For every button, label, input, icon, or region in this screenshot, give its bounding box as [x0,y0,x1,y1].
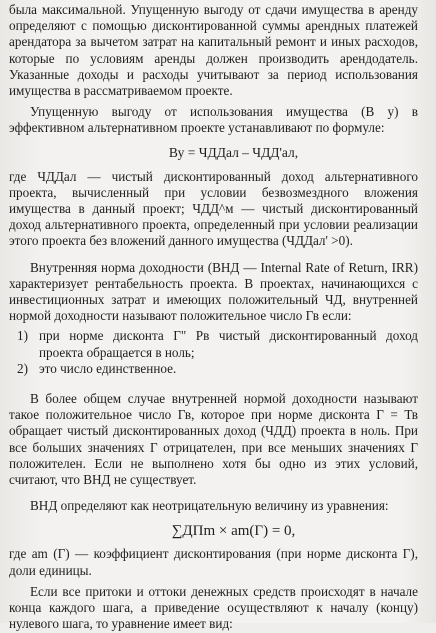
paragraph-discount-coefficient: где am (Г) — коэффициент дисконтирования (при норме дисконта Г), доли единицы. [9,546,418,578]
formula-lost-profit: Ву = ЧДДал – ЧДД'ал, [168,144,299,160]
list-item [9,361,418,377]
irr-conditions-list [9,328,418,377]
formula-irr-equation: ∑ДПm × am(Г) = 0, [171,523,296,540]
paragraph-irr-intro: Внутренняя норма доходности (ВНД — Internal Rate of Return, IRR) характеризует рентабельность проекта. В проектах, начинающихся с инвестиционных затрат и имеющих положительный ЧД, внутренней нормой доходности называют положительное число Гв если: [9,259,418,324]
paragraph-lost-profit-rent: была максимальной. Упущенную выгоду от сдачи имущества в аренду определяют с помощью дисконтированной суммы арендных платежей арендатора за вычетом затрат на капитальный ремонт и иных расходов, которые по условиям аренды должен производить арендодатель. Указанные доходы и расходы учитывают за период использования имущества в рассматриваемом проекте. [9,2,418,99]
list-item [9,328,418,360]
paragraph-lost-profit-alternative: Упущенную выгоду от использования имущества (В у) в эффективном альтернативном проекте устанавливают по формуле: [9,104,418,136]
condition-npv-zero: при норме дисконта Г" Рв чистый дисконтированный доход проекта обращается в ноль; [39,328,418,360]
paragraph-irr-equation-intro: ВНД определяют как неотрицательную величину из уравнения: [30,498,389,514]
paragraph-cash-flows: Если все притоки и оттоки денежных средств происходят в начале конца каждого шага, а приведение осуществляют к началу (концу) нулевого шага, то уравнение имеет вид: [9,583,418,632]
condition-unique: это число единственное. [39,360,177,376]
list-number: 2) [17,360,28,376]
list-number: 1) [17,328,28,344]
paragraph-irr-general: В более общем случае внутренней нормой доходности называют такое положительное число Гв, которое при норме дисконта Г = Тв обращает чистый дисконтированных доход (ЧДД) проекта в ноль. При все больших значениях Г отрицателен, при все меньших значениях Г положителен. Если не выполнено хотя бы одно из этих условий, считают, что ВНД не существует. [9,391,418,488]
paragraph-npv-definitions: где ЧДДал — чистый дисконтированный доход альтернативного проекта, вычисленный при условии безвозмездного вложения имущества в данный проект; ЧДД^м — чистый дисконтированный доход альтернативного проекта, определенный при условии реализации этого проекта без вложений данного имущества (ЧДДал' >0). [9,168,418,249]
